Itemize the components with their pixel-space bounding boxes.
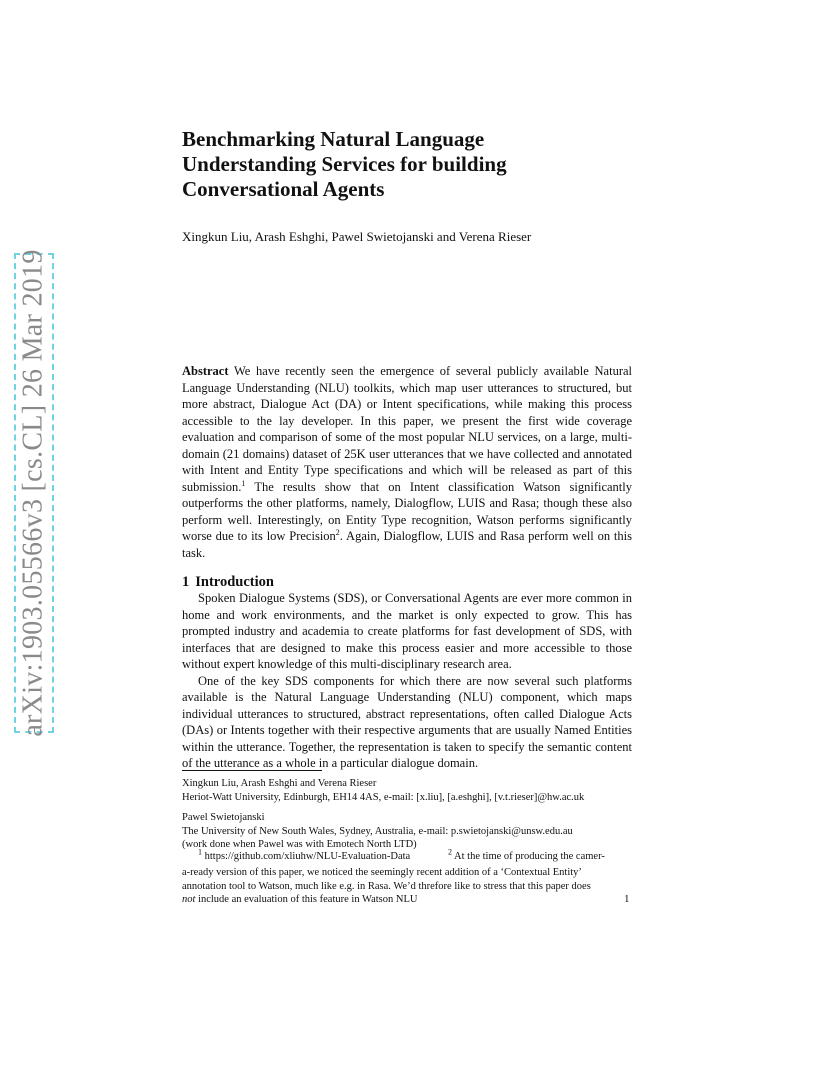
section-number: 1 <box>182 574 190 590</box>
abstract-label: Abstract <box>182 364 229 378</box>
affiliation-names: Xingkun Liu, Arash Eshghi and Verena Rieser <box>182 778 377 789</box>
affiliation-line: (work done when Pawel was with Emotech North LTD) <box>182 839 417 850</box>
introduction-body <box>182 590 632 772</box>
footnote-text: include an evaluation of this feature in Watson NLU <box>195 894 418 905</box>
footnote-link[interactable]: https://github.com/xliuhw/NLU-Evaluation-Data <box>204 851 411 862</box>
title-line: Understanding Services for building <box>182 152 507 176</box>
affiliation-line: The University of New South Wales, Sydney, Australia, e-mail: p.swietojanski@unsw.edu.au <box>182 825 573 837</box>
author-list: Xingkun Liu, Arash Eshghi, Pawel Swietojanski and Verena Rieser <box>182 229 532 244</box>
footnote-mark: 1 <box>198 847 202 857</box>
abstract-text: . Again, Dialogflow, LUIS and Rasa perform well on this task. <box>182 529 632 560</box>
page-number: 1 <box>624 893 630 905</box>
footnote-1 <box>198 847 411 862</box>
footnote-text: annotation tool to Watson, much like e.g. in Rasa. We’d threfore like to stress that this paper does <box>182 880 591 892</box>
paragraph: Spoken Dialogue Systems (SDS), or Conversational Agents are ever more common in home and work environments, and the market is only expected to grow. This has prompted industry and academia to create platforms for fast development of SDS, with interfaces that are designed to make this process easier and more accessible to those without expert knowledge of this multi-disciplinary research area. <box>182 591 632 671</box>
paragraph: One of the key SDS components for which there are now several such platforms available is the Natural Language Understanding (NLU) component, which maps individual utterances to structured, abstract representations, often called Dialogue Acts (DAs) or Intents together with their respective arguments that are usually Named Entities within the utterance. Together, the representation is taken to specify the semantic content of the utterance as a whole in a particular dialogue domain. <box>182 673 632 770</box>
arxiv-identifier-text: arXiv:1903.05566v3 [cs.CL] 26 Mar 2019 <box>18 249 49 737</box>
title-line: Benchmarking Natural Language <box>182 127 485 151</box>
footnote-text: a-ready version of this paper, we noticed the seemingly recent addition of a ‘Contextual Entity’ <box>182 867 582 878</box>
footnote-divider <box>182 770 322 771</box>
arxiv-identifier-stamp[interactable] <box>14 249 54 737</box>
affiliation-names: Pawel Swietojanski <box>182 812 265 823</box>
footnote-ref-1[interactable]: 1 <box>241 478 246 488</box>
section-heading <box>182 574 274 591</box>
footnote-2 <box>448 847 605 862</box>
title-line: Conversational Agents <box>182 177 385 201</box>
affiliation-block <box>182 811 632 852</box>
footnote-mark: 2 <box>448 847 452 857</box>
footnote-ref-2[interactable]: 2 <box>335 527 340 537</box>
abstract-text: The results show that on Intent classification Watson significantly outperforms the other platforms, namely, Dialogflow, LUIS and Rasa; though these also perform well. Interestingly, on Entity Type recognition, Watson performs significantly worse due to its low Precision <box>182 479 632 543</box>
footnote-emphasis: not <box>182 894 196 905</box>
footnote-text-line <box>182 893 632 907</box>
footnote-2-continued <box>182 866 632 907</box>
affiliation-line: Heriot-Watt University, Edinburgh, EH14 4AS, e-mail: [x.liu], [a.eshghi], [v.t.rieser]@hw.ac.uk <box>182 791 585 803</box>
abstract-text: We have recently seen the emergence of several publicly available Natural Language Understanding (NLU) toolkits, which map user utterances to structured, but more abstract, Dialogue Act (DA) or Intent specifications, while making this process accessible to the lay developer. In this paper, we present the first wide coverage evaluation and comparison of some of the most popular NLU services, on a large, multi-domain (21 domains) dataset of 25K user utterances that we have collected and annotated with Intent and Entity Type specifications and which will be released as part of this submission. <box>182 364 632 494</box>
abstract <box>182 363 632 561</box>
footnote-text: At the time of producing the camer- <box>454 851 605 862</box>
affiliation-block <box>182 777 632 804</box>
section-title: Introduction <box>195 574 274 590</box>
paper-title <box>182 127 642 202</box>
